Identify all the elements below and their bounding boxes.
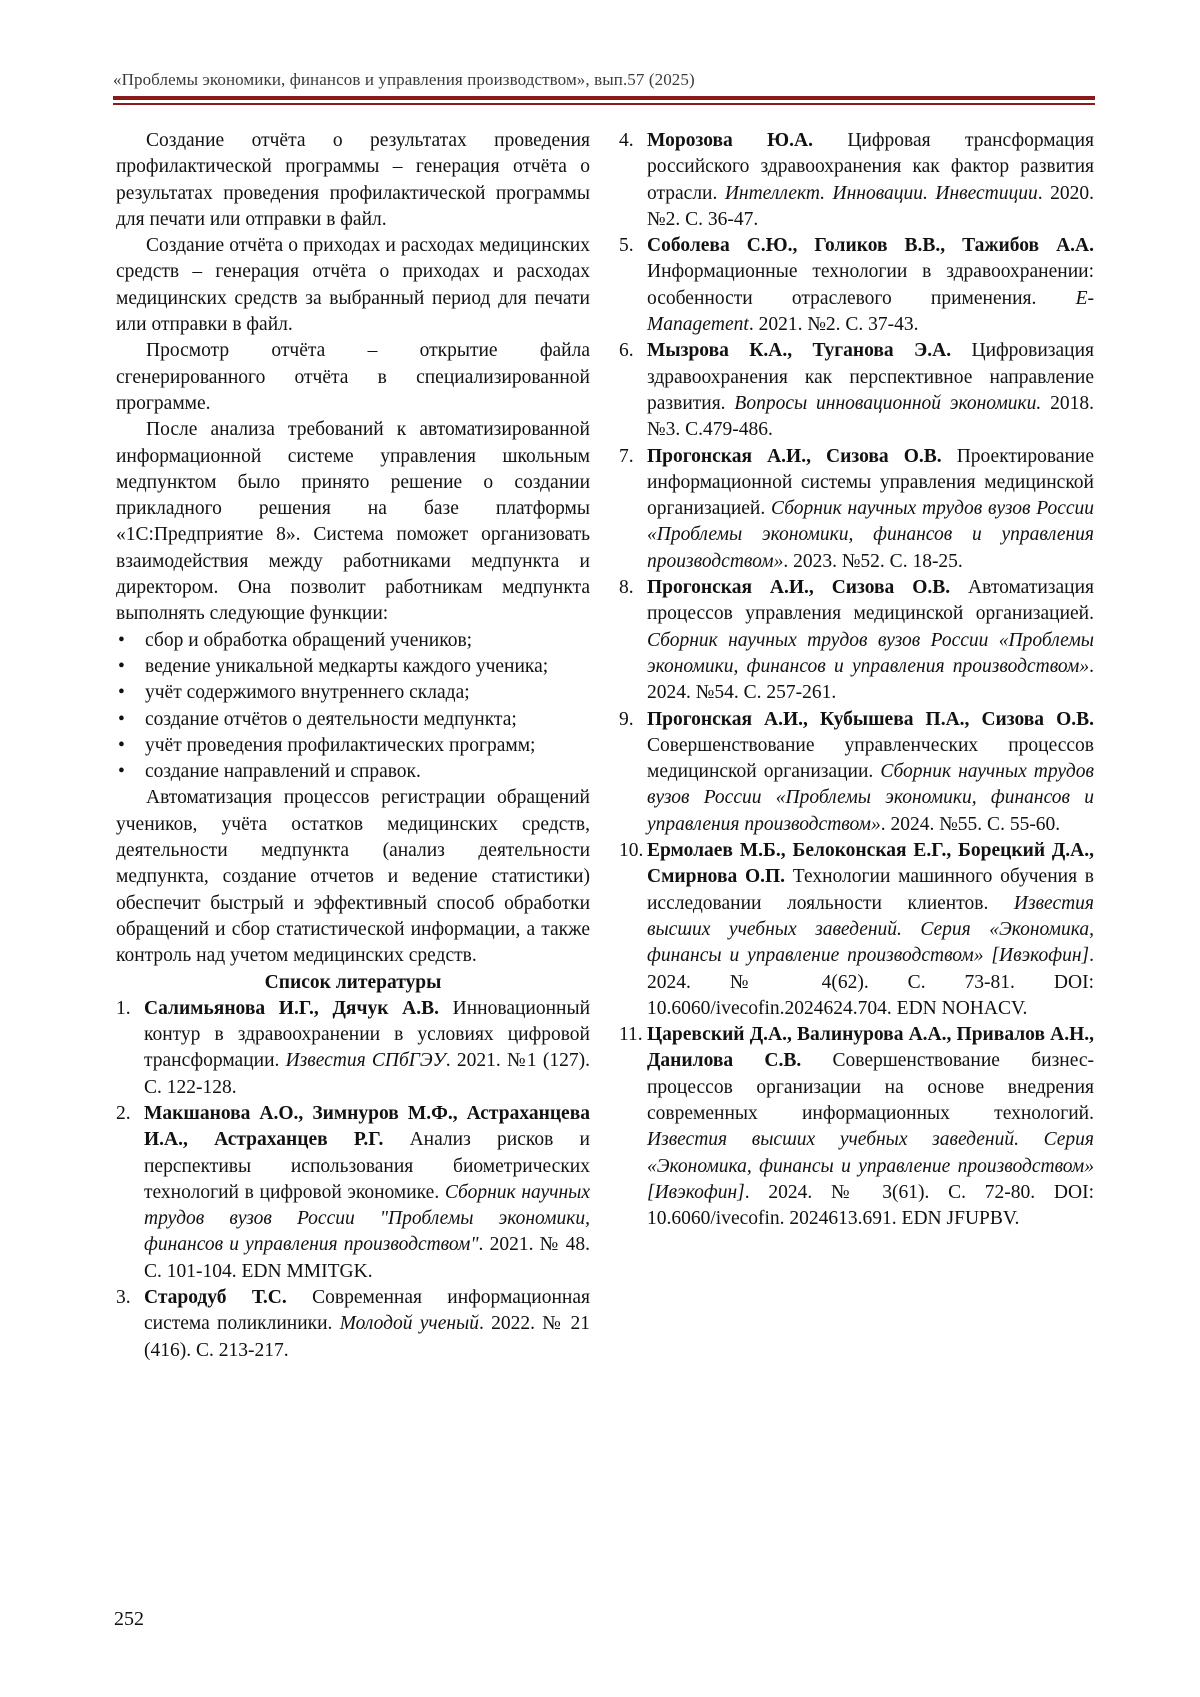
reference-authors: Стародуб Т.С.	[144, 1287, 287, 1309]
reference-number: 3.	[116, 1287, 131, 1309]
reference-item	[116, 1285, 590, 1364]
right-column	[619, 128, 1094, 1232]
reference-details: . 2023. №52. С. 18-25.	[783, 550, 963, 572]
left-column	[116, 128, 590, 1364]
reference-details: . 2024. №55. С. 55-60.	[880, 813, 1061, 835]
reference-item	[116, 1101, 590, 1285]
reference-title: Анализ рисков и перспективы использования биометрических технологий в цифровой экономике.	[144, 1129, 590, 1203]
reference-details: . 2022. № 21 (416). С. 213-217.	[144, 1313, 590, 1361]
reference-source: Сборник научных трудов вузов России «Проблемы экономики, финансов и управления производством»	[647, 498, 1095, 572]
reference-details: . 2024. № 4(62). С. 73-81. DOI: 10.6060/ivecofin.2024624.704. EDN NOHACV.	[647, 945, 1094, 1019]
reference-number: 8.	[619, 577, 634, 599]
reference-authors: Мызрова К.А., Туганова Э.А.	[647, 340, 952, 362]
reference-title: Цифровая трансформация российского здравоохранения как фактор развития отрасли.	[647, 130, 1094, 204]
header-rule-thick	[113, 96, 1095, 100]
reference-details: . 2024. № 3(61). С. 72-80. DOI: 10.6060/ivecofin. 2024613.691. EDN JFUPBV.	[647, 1181, 1094, 1230]
reference-source: Вопросы инновационной экономики.	[734, 392, 1042, 414]
reference-details: 2018. №3. С.479-486.	[647, 392, 1094, 441]
function-list	[116, 628, 590, 786]
list-item	[116, 680, 590, 706]
paragraph: Создание отчёта о приходах и расходах медицинских средств – генерация отчёта о приходах и расходах медицинских средств за выбранный период для печати или отправки в файл.	[116, 235, 590, 336]
reference-authors: Морозова Ю.А.	[647, 130, 813, 151]
reference-number: 5.	[619, 235, 634, 257]
reference-source: Известия высших учебных заведений. Серия «Экономика, финансы и управление производством» [Ивэкофин]	[647, 892, 1094, 967]
reference-authors: Прогонская А.И., Сизова О.В.	[647, 445, 942, 467]
reference-details: . 2024. №54. С. 257-261.	[647, 655, 1094, 704]
reference-source: Известия СПбГЭУ	[285, 1050, 446, 1072]
reference-details: . 2021. №2. С. 37-43.	[748, 314, 919, 336]
reference-source: Известия высших учебных заведений. Серия «Экономика, финансы и управление производством» [Ивэкофин]	[647, 1129, 1094, 1203]
list-item-text: учёт проведения профилактических программ;	[145, 734, 536, 756]
reference-title: Цифровизация здравоохранения как перспективное направление развития.	[647, 340, 1094, 414]
bullet-icon: •	[118, 734, 125, 756]
reference-source: Сборник научных трудов вузов России «Проблемы экономики, финансов и управления производством»	[647, 761, 1094, 835]
reference-number: 4.	[619, 130, 634, 151]
reference-authors: Прогонская А.И., Кубышева П.А., Сизова О.В.	[647, 708, 1094, 730]
reference-source: Сборник научных трудов вузов России "Проблемы экономики, финансов и управления производством"	[144, 1181, 590, 1256]
reference-title: Современная информационная система поликлиники.	[144, 1287, 590, 1335]
reference-number: 1.	[116, 997, 131, 1019]
reference-title: Совершенствование бизнес-процессов организации на основе внедрения современных информационных технологий.	[647, 1050, 1094, 1124]
reference-number: 10.	[619, 840, 644, 862]
list-item-text: учёт содержимого внутреннего склада;	[145, 682, 470, 704]
reference-number: 11.	[619, 1024, 643, 1046]
reference-details: . 2021. №1 (127). С. 122-128.	[144, 1050, 590, 1098]
header-rule-thin	[113, 103, 1095, 105]
reference-item	[116, 996, 590, 1101]
reference-details: . 2021. № 48. С. 101-104. EDN MMITGK.	[144, 1234, 591, 1282]
reference-title: Технологии машинного обучения в исследовании лояльности клиентов.	[647, 866, 1095, 914]
page-number: 252	[114, 1608, 144, 1630]
bullet-icon: •	[118, 682, 125, 704]
reference-item	[619, 338, 1094, 443]
list-item-text: сбор и обработка обращений учеников;	[145, 629, 473, 651]
reference-authors: Ермолаев М.Б., Белоконская Е.Г., Борецкий Д.А., Смирнова О.П.	[647, 840, 1094, 888]
reference-title: Информационные технологии в здравоохранении: особенности отраслевого применения.	[647, 261, 1094, 309]
reference-item	[619, 1022, 1094, 1232]
list-item-text: создание направлений и справок.	[145, 761, 421, 783]
reference-number: 2.	[116, 1102, 131, 1124]
paragraph: Просмотр отчёта – открытие файла сгенерированного отчёта в специализированной программе.	[116, 340, 590, 414]
reference-authors: Царевский Д.А., Валинурова А.А., Привалов А.Н., Данилова С.В.	[647, 1024, 1094, 1072]
list-item	[116, 733, 590, 759]
reference-title: Автоматизация процессов управления медицинской организацией.	[647, 577, 1094, 625]
bullet-icon: •	[118, 655, 125, 677]
bullet-icon: •	[118, 629, 125, 651]
reference-item	[619, 444, 1094, 575]
list-item-text: ведение уникальной медкарты каждого ученика;	[145, 655, 549, 677]
reference-source: Сборник научных трудов вузов России «Проблемы экономики, финансов и управления производством»	[647, 629, 1094, 677]
reference-list-left	[116, 996, 590, 1364]
bullet-icon: •	[118, 708, 125, 730]
reference-title: Проектирование информационной системы управления медицинской организацией.	[647, 445, 1094, 520]
reference-item	[619, 575, 1094, 706]
reference-item	[619, 707, 1094, 838]
list-item	[116, 707, 590, 733]
references-title: Список литературы	[264, 971, 442, 993]
reference-source: E-Management	[647, 287, 1094, 336]
list-item	[116, 628, 590, 654]
reference-source: Молодой ученый	[339, 1313, 480, 1335]
reference-number: 6.	[619, 340, 634, 362]
reference-authors: Прогонская А.И., Сизова О.В.	[647, 577, 951, 599]
reference-number: 9.	[619, 708, 634, 730]
bullet-icon: •	[118, 761, 125, 783]
reference-list-right	[619, 128, 1094, 1232]
paragraph: Автоматизация процессов регистрации обращений учеников, учёта остатков медицинских средств, деятельности медпункта (анализ деятельности медпункта, создание отчетов и ведение статистики) обеспечит быстрый и эффективный способ обработки обращений и сбор статистической информации, а также контроль над учетом медицинских средств.	[116, 787, 590, 967]
reference-title: Совершенствование управленческих процессов медицинской организации.	[647, 734, 1094, 783]
reference-authors: Соболева С.Ю., Голиков В.В., Тажибов А.А.	[647, 235, 1094, 257]
list-item	[116, 759, 590, 785]
reference-authors: Салимьянова И.Г., Дячук А.В.	[144, 997, 439, 1019]
reference-item	[619, 838, 1094, 1022]
reference-details: . 2020. №2. С. 36-47.	[647, 182, 1094, 230]
reference-item	[619, 233, 1094, 338]
paragraph: После анализа требований к автоматизированной информационной системе управления школьным медпунктом было принято решение о создании прикладного решения на базе платформы «1С:Предприятие 8». Система поможет организовать взаимодействия между работниками медпункта и директором. Она позволит работникам медпункта выполнять следующие функции:	[116, 419, 590, 625]
reference-number: 7.	[619, 445, 634, 467]
reference-authors: Макшанова А.О., Зимнуров М.Ф., Астраханцева И.А., Астраханцев Р.Г.	[144, 1102, 590, 1151]
reference-title: Инновационный контур в здравоохранении в условиях цифровой трансформации.	[144, 997, 590, 1072]
paragraph: Создание отчёта о результатах проведения профилактической программы – генерация отчёта о результатах проведения профилактической программы для печати или отправки в файл.	[116, 130, 590, 230]
reference-source: Интеллект. Инновации. Инвестиции	[724, 182, 1038, 204]
list-item	[116, 654, 590, 680]
running-header: «Проблемы экономики, финансов и управления производством», вып.57 (2025)	[113, 70, 695, 89]
reference-item	[619, 128, 1094, 233]
list-item-text: создание отчётов о деятельности медпункта;	[145, 708, 517, 730]
